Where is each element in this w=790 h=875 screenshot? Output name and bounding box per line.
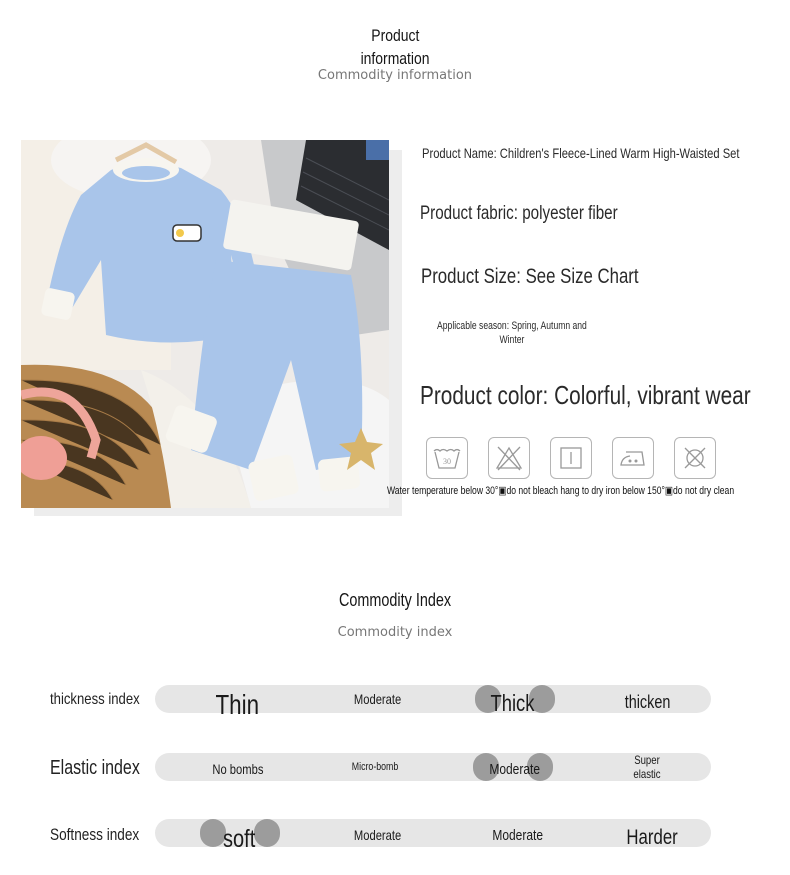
level-no-bombs: No bombs — [211, 761, 264, 777]
level-moderate: Moderate — [353, 691, 402, 707]
softness-index-row — [0, 819, 790, 859]
elastic-index-label — [50, 757, 162, 780]
section-subtitle: Commodity information — [317, 68, 473, 83]
product-image — [21, 140, 389, 508]
thickness-index-label-text: thickness index — [50, 691, 140, 708]
product-fabric — [420, 203, 667, 225]
wash-30-icon — [426, 437, 468, 479]
product-size — [421, 265, 693, 289]
applicable-season — [432, 320, 592, 346]
level-thin: Thin — [215, 689, 260, 720]
product-color-text: Product color: Colorful, vibrant wear — [420, 380, 751, 410]
level-soft: soft — [223, 824, 256, 853]
elastic-index-label-text: Elastic index — [50, 757, 140, 779]
level-harder: Harder — [626, 826, 679, 849]
index-title-text: Commodity Index — [338, 590, 452, 610]
index-title — [0, 590, 790, 611]
level-moderate-1: Moderate — [353, 827, 402, 843]
elastic-index-row — [0, 753, 790, 793]
hang-dry-icon — [550, 437, 592, 479]
product-fabric-text: Product fabric: polyester fiber — [420, 203, 618, 224]
softness-index-label — [50, 825, 162, 845]
svg-text:30: 30 — [443, 457, 451, 466]
elastic-index-track — [155, 753, 711, 781]
thickness-index-row — [0, 685, 790, 725]
section-title-product-information — [0, 24, 790, 70]
care-instructions-text: Water temperature below 30°▣do not bleach hang to dry iron below 150°▣do not dry clean — [387, 485, 735, 497]
iron-150-icon — [612, 437, 654, 479]
title-line-2: information — [360, 49, 430, 68]
softness-index-track — [155, 819, 711, 853]
no-dry-clean-icon — [674, 437, 716, 479]
softness-index-label-text: Softness index — [50, 825, 140, 844]
level-moderate: Moderate — [489, 760, 540, 778]
level-thicken: thicken — [624, 691, 671, 712]
product-size-text: Product Size: See Size Chart — [421, 265, 639, 288]
thickness-index-label — [50, 691, 159, 709]
season-line-2: Winter — [499, 334, 525, 346]
index-subtitle: Commodity index — [337, 625, 453, 640]
no-bleach-icon — [488, 437, 530, 479]
title-line-1: Product — [370, 26, 420, 45]
level-super-elastic: Super elastic — [633, 753, 661, 781]
care-instructions — [387, 484, 790, 497]
product-name — [422, 145, 790, 161]
care-icons — [426, 437, 716, 479]
product-name-text: Product Name: Children's Fleece-Lined Warm High-Waisted Set — [422, 145, 740, 161]
product-color — [420, 380, 790, 411]
product-photo-illustration — [21, 140, 389, 508]
season-line-1: Applicable season: Spring, Autumn and — [437, 320, 587, 332]
level-thick: Thick — [490, 689, 535, 716]
thickness-index-track — [155, 685, 711, 720]
level-micro-bomb: Micro-bomb — [352, 761, 399, 773]
level-moderate-2: Moderate — [492, 826, 543, 844]
